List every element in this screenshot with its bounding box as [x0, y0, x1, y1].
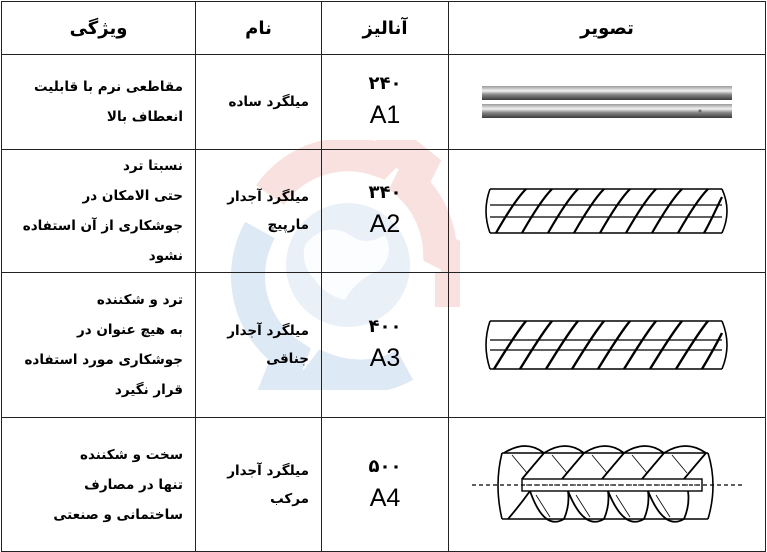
grade-number: ۵۰۰ [368, 455, 402, 477]
analysis-cell [322, 150, 449, 273]
grade-code: A3 [369, 344, 401, 372]
image-cell [449, 150, 766, 273]
name-cell [196, 418, 322, 552]
grade-code: A4 [369, 483, 401, 512]
props-line: انعطاف بالا [106, 109, 183, 125]
props-line: نشود [148, 248, 183, 264]
herringbone-ribbed-rebar-drawing-icon [482, 309, 732, 381]
grade-number: ۳۴۰ [368, 182, 402, 203]
props-cell [2, 150, 196, 273]
props-cell [2, 273, 196, 418]
image-cell [449, 55, 766, 150]
spiral-ribbed-rebar-drawing-icon [482, 179, 732, 243]
props-line: حتی الامکان در [82, 188, 183, 204]
name-cell [196, 55, 322, 150]
name-line: مرکب [270, 490, 309, 507]
header-image: تصویر [449, 2, 766, 55]
name-line: مارپیچ [267, 217, 309, 233]
table-row [2, 150, 766, 273]
table-row [2, 418, 766, 552]
props-line: جوشکاری از آن استفاده [22, 218, 183, 234]
grade-number: ۲۴۰ [368, 73, 402, 94]
props-line: جوشکاری مورد استفاده [24, 352, 183, 368]
grade-code: A1 [369, 101, 401, 129]
props-cell [2, 418, 196, 552]
props-line: قرار نگیرد [114, 382, 183, 398]
props-line: به هیچ عنوان در [76, 322, 183, 338]
name-line: جناقی [266, 351, 309, 367]
rebar-types-table [1, 1, 766, 552]
name-line: میلگرد آجدار [227, 323, 309, 339]
props-line: سخت و شکننده [79, 446, 183, 463]
grade-number: ۴۰۰ [368, 316, 402, 337]
props-line: تنها در مصارف [84, 476, 183, 493]
header-name: نام [196, 2, 322, 55]
props-line: ترد و شکننده [96, 292, 183, 308]
props-line: مقاطعی نرم با قابلیت [33, 79, 183, 95]
name-line: میلگرد ساده [228, 94, 309, 110]
props-line: ساختمانی و صنعتی [53, 506, 183, 523]
header-props: ویژگی [2, 2, 196, 55]
image-cell [449, 418, 766, 552]
grade-code: A2 [369, 210, 401, 238]
table-row [2, 55, 766, 150]
plain-rebar-drawing-icon [482, 82, 732, 122]
table-row [2, 273, 766, 418]
analysis-cell [322, 273, 449, 418]
table-header-row [2, 2, 766, 55]
props-line: نسبتا ترد [123, 158, 183, 174]
name-cell [196, 150, 322, 273]
header-analysis: آنالیز [322, 2, 449, 55]
props-cell [2, 55, 196, 150]
image-cell [449, 273, 766, 418]
name-line: میلگرد آجدار [227, 462, 309, 479]
compound-ribbed-rebar-drawing-icon [472, 433, 742, 537]
analysis-cell [322, 55, 449, 150]
name-line: میلگرد آجدار [227, 189, 309, 205]
analysis-cell [322, 418, 449, 552]
name-cell [196, 273, 322, 418]
